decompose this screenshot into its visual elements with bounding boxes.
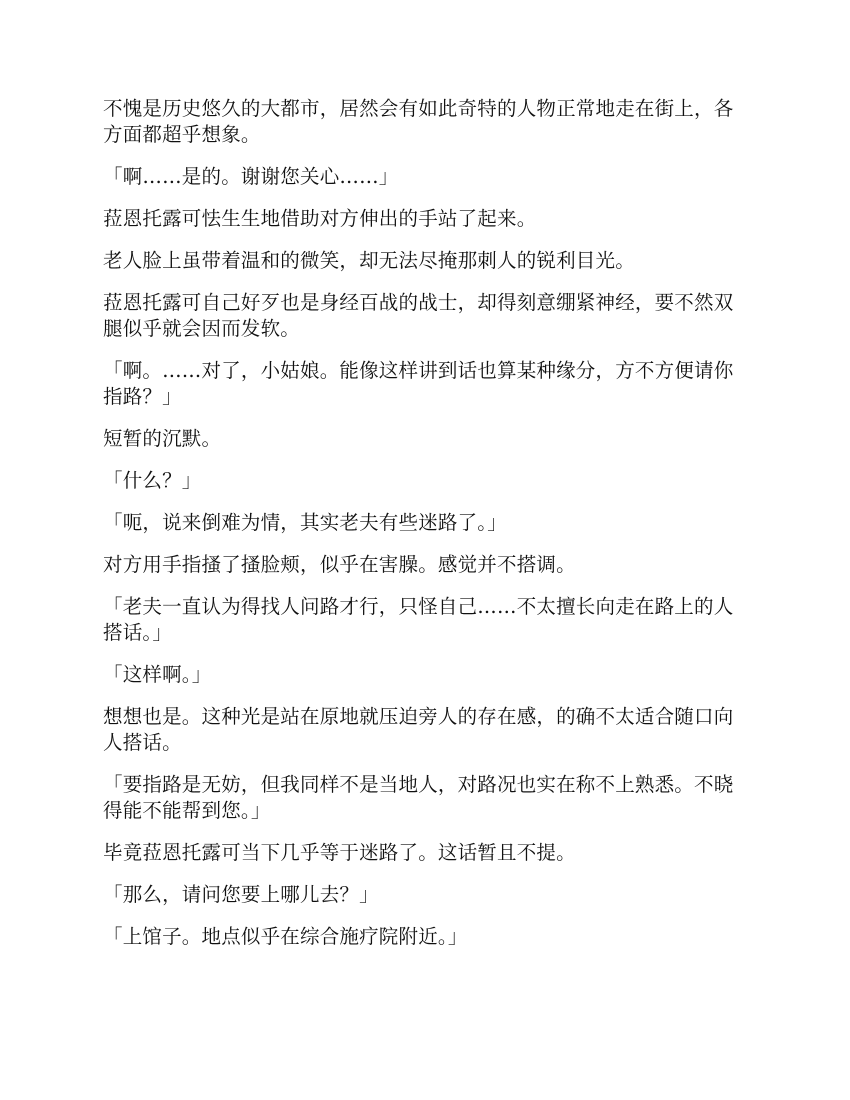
- paragraph: 「上馆子。地点似乎在综合施疗院附近。」: [103, 925, 468, 948]
- paragraph: 「啊。……对了，小姑娘。能像这样讲到话也算某种缘分，方不方便请你指路？」: [103, 359, 734, 408]
- paragraph: 短暂的沉默。: [103, 427, 222, 450]
- paragraph: 想想也是。这种光是站在原地就压迫旁人的存在感，的确不太适合随口向人搭话。: [103, 705, 734, 754]
- paragraph: 不愧是历史悠久的大都市，居然会有如此奇特的人物正常地走在街上，各方面都超乎想象。: [103, 97, 734, 146]
- paragraph: 「那么，请问您要上哪儿去？」: [103, 883, 379, 906]
- paragraph: 毕竟菈恩托露可当下几乎等于迷路了。这话暂且不提。: [103, 841, 576, 864]
- paragraph: 「什么？」: [103, 469, 202, 492]
- paragraph: 「老夫一直认为得找人问路才行，只怪自己……不太擅长向走在路上的人搭话。」: [103, 595, 734, 644]
- paragraph: 「要指路是无妨，但我同样不是当地人，对路况也实在称不上熟悉。不晓得能不能帮到您。」: [103, 773, 734, 822]
- paragraph: 「这样啊。」: [103, 663, 212, 686]
- paragraph: 菈恩托露可怯生生地借助对方伸出的手站了起来。: [103, 207, 537, 230]
- document-body: [103, 96, 753, 966]
- paragraph: 「呃，说来倒难为情，其实老夫有些迷路了。」: [103, 511, 507, 534]
- paragraph: 菈恩托露可自己好歹也是身经百战的战士，却得刻意绷紧神经，要不然双腿似乎就会因而发软。: [103, 291, 734, 340]
- paragraph: 「啊……是的。谢谢您关心……」: [103, 165, 399, 188]
- paragraph: 老人脸上虽带着温和的微笑，却无法尽掩那刺人的锐利目光。: [103, 249, 635, 272]
- paragraph: 对方用手指搔了搔脸颊，似乎在害臊。感觉并不搭调。: [103, 553, 576, 576]
